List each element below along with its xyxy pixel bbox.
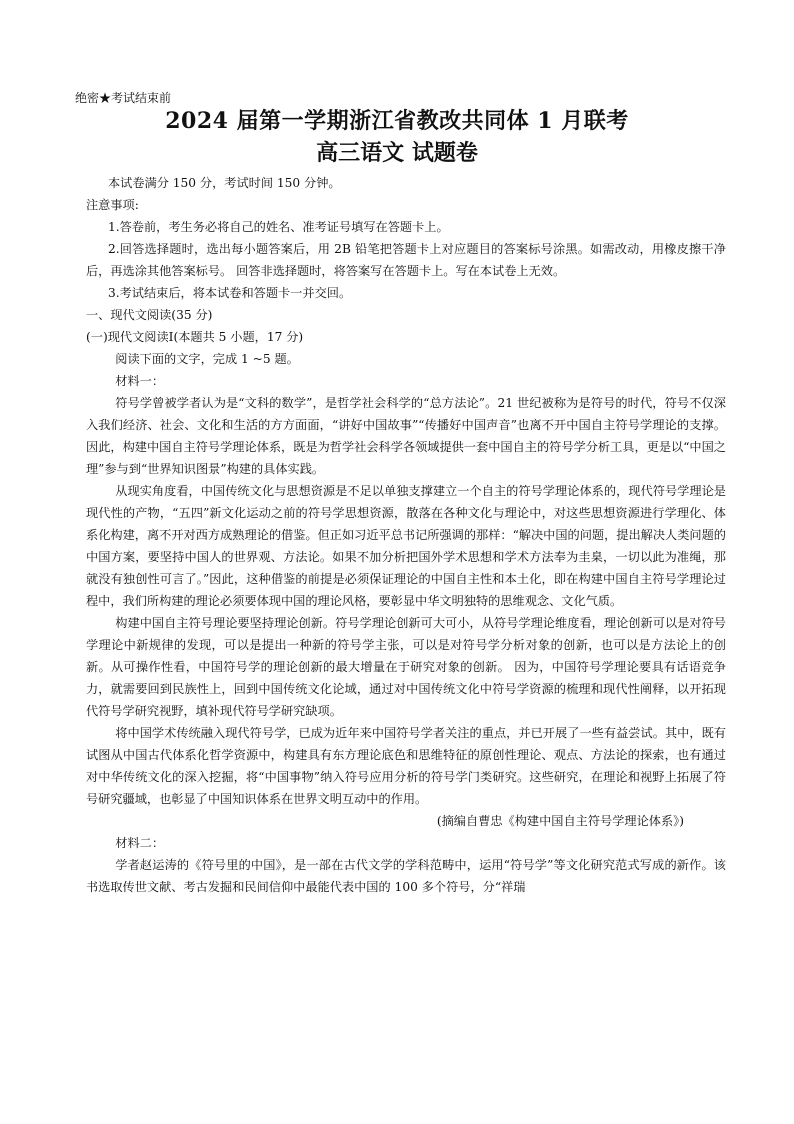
material1-paragraph: 将中国学术传统融入现代符号学，已成为近年来中国符号学者关注的重点，并已开展了一些有益尝试。其中，既有试图从中国古代体系化哲学资源中，构建具有东方理论底色和思维特征的原创性理论、观点、方法论的探索，也有通过对中华传统文化的深入挖掘，将“中国事物”纳入符号应用分析的符号学门类研究。这些研究，在理论和视野上拓展了符号研究疆域，也彰显了中国知识体系在世界文明互动中的作用。 [86, 726, 726, 806]
material1-source: (摘编自曹忠《构建中国自主符号学理论体系》) [436, 814, 684, 828]
material1-paragraph: 符号学曾被学者认为是“文科的数学”，是哲学社会科学的“总方法论”。21 世纪被称为是符号的时代，符号不仅深入我们经济、社会、文化和生活的方方面面，“讲好中国故事”“传播好中国声音”也离不开中国自主符号学理论的支撑。 因此，构建中国自主符号学理论体系，既是为哲学社会科学各领域提供一套中国自主的符号学分析工具，更是以“中国之理”参与到“世界知识图景”构建的具体实践。 [86, 396, 726, 476]
reading-instruction: 阅读下面的文字，完成 1 ~5 题。 [115, 352, 299, 366]
material1-paragraph: 构建中国自主符号理论要坚持理论创新。符号学理论创新可大可小，从符号学理论维度看，理论创新可以是对符号学理论中新规律的发现，可以是提出一种新的符号学主张，可以是对符号学分析对象的创新，也可以是方法论上的创新。从可操作性看，中国符号学的理论创新的最大增量在于研究对象的创新。 因为，中国符号学理论要具有话语竞争力，就需要回到民族性上，回到中国传统文化论域，通过对中国传统文化中符号学资源的梳理和现代性阐释，以开拓现代符号学研究视野，填补现代符号学研究缺项。 [86, 616, 726, 718]
confidential-label: 绝密★考试结束前 [75, 91, 172, 105]
exam-body [86, 172, 726, 898]
notice-title: 注意事项: [86, 198, 139, 212]
notice-item-1: 1.答卷前，考生务必将自己的姓名、准考证号填写在答题卡上。 [107, 220, 449, 234]
section-heading: 一、现代文阅读(35 分) [86, 308, 213, 322]
material1-paragraph: 从现实角度看，中国传统文化与思想资源是不足以单独支撑建立一个自主的符号学理论体系的，现代符号学理论是现代性的产物，“五四”新文化运动之前的符号学思想资源，散落在各种文化与理论中，对这些思想资源进行学理化、体系化构建，离不开对西方成熟理论的借鉴。但正如习近平总书记所强调的那样：“解决中国的问题，提出解决人类问题的中国方案，要坚持中国人的世界观、方法论。如果不加分析把国外学术思想和学术方法奉为圭臬，一切以此为准绳，那就没有独创性可言了。”因此，这种借鉴的前提是必须保证理论的中国自主性和本土化，即在构建中国自主符号学理论过程中，我们所构建的理论必须要体现中国的理论风格，要彰显中华文明独特的思维观念、文化气质。 [86, 484, 726, 608]
exam-subtitle: 高三语文 试题卷 [316, 140, 478, 166]
material2-paragraph: 学者赵运涛的《符号里的中国》，是一部在古代文学的学科范畴中，运用“符号学”等文化研究范式写成的新作。该书选取传世文献、考古发掘和民间信仰中最能代表中国的 100 多个符号，分“祥瑞 [86, 858, 726, 894]
score-time-note: 本试卷满分 150 分，考试时间 150 分钟。 [107, 176, 341, 190]
notice-item-3: 3.考试结束后，将本试卷和答题卡一并交回。 [107, 286, 352, 300]
notice-item-2: 2.回答选择题时，选出每小题答案后，用 2B 铅笔把答题卡上对应题目的答案标号涂黑。如需改动，用橡皮擦干净后，再选涂其他答案标号。 回答非选择题时，将答案写在答题卡上。写在本试卷上无效。 [86, 242, 726, 278]
material1-label: 材料一： [115, 374, 165, 388]
exam-title: 2024 届第一学期浙江省教改共同体 1 月联考 [165, 108, 629, 134]
sub-section-heading: (一)现代文阅读Ⅰ(本题共 5 小题，17 分) [86, 330, 304, 344]
material2-label: 材料二： [115, 836, 165, 850]
